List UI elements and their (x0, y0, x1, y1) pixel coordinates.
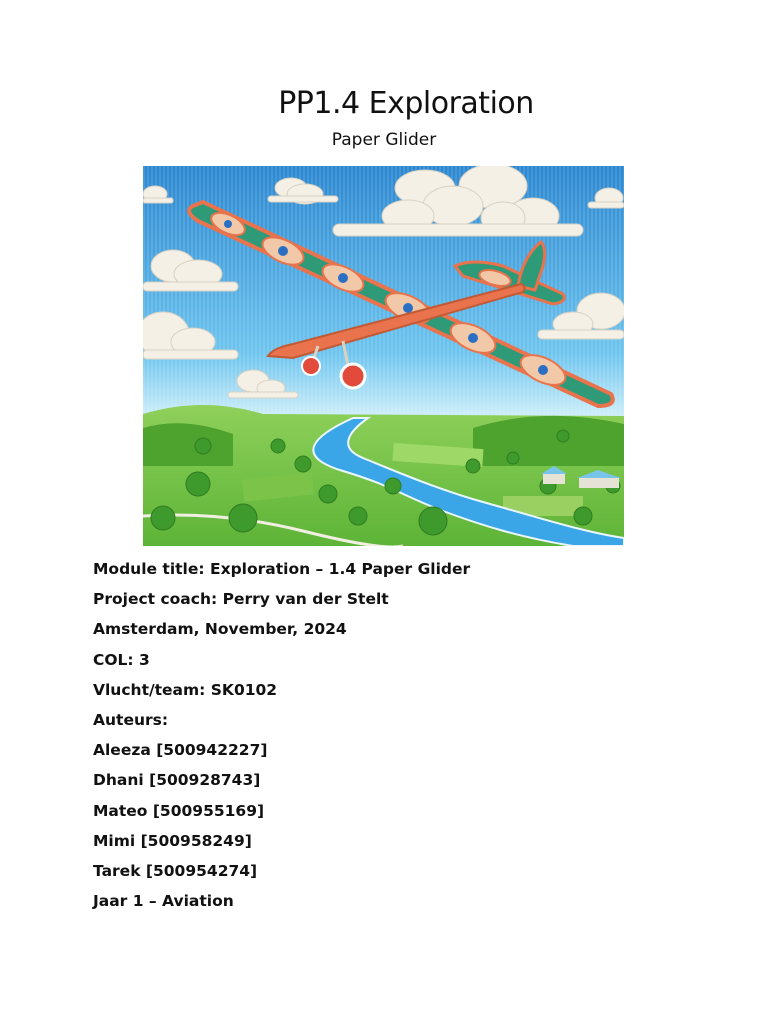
paper-glider-illustration (143, 166, 624, 546)
document-subtitle: Paper Glider (331, 130, 437, 150)
year-and-program: Jaar 1 – Aviation (93, 892, 234, 911)
landscape (143, 405, 624, 546)
author: Aleeza [500942227] (93, 741, 268, 760)
col: COL: 3 (93, 650, 150, 669)
place-and-date: Amsterdam, November, 2024 (93, 620, 347, 639)
module-title: Module title: Exploration – 1.4 Paper Glider (93, 560, 471, 578)
authors-label: Auteurs: (93, 710, 169, 729)
author: Mimi [500958249] (93, 831, 252, 850)
document-title (0, 86, 768, 121)
team: Vlucht/team: SK0102 (93, 680, 278, 699)
author: Dhani [500928743] (93, 771, 261, 790)
author: Tarek [500954274] (93, 861, 258, 880)
project-coach: Project coach: Perry van der Stelt (93, 590, 389, 609)
document-metadata (93, 557, 693, 919)
document-title-text: PP1.4 Exploration (278, 86, 534, 121)
author: Mateo [500955169] (93, 801, 265, 820)
